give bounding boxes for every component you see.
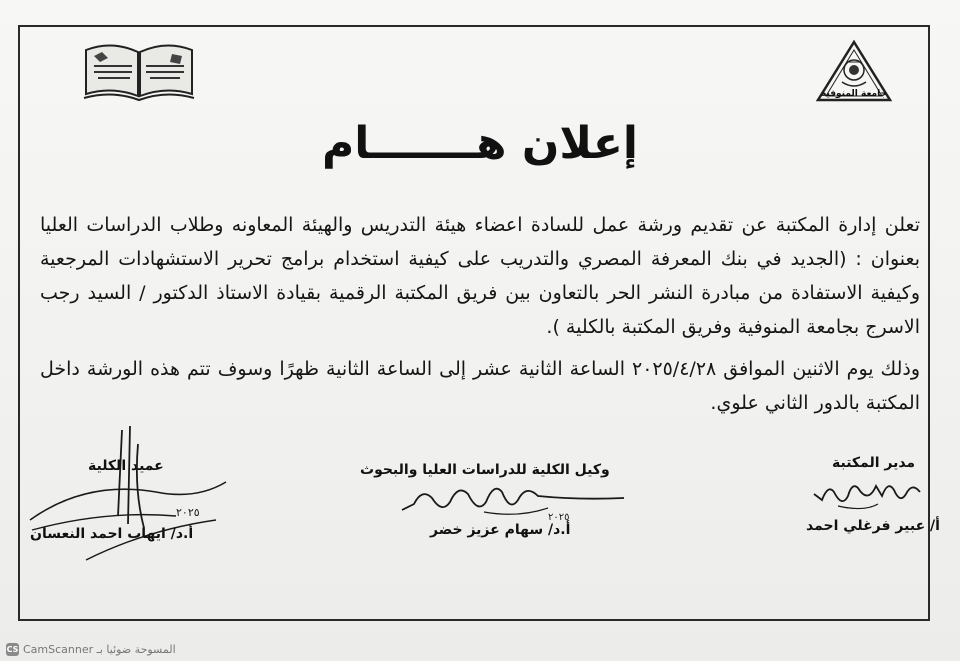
university-logo-label: جامعة المنوفية [821, 89, 887, 99]
camscanner-icon: CS [6, 644, 19, 654]
announcement-title: إعلان هـــــــام [322, 118, 638, 169]
vice-dean-title: وكيل الكلية للدراسات العليا والبحوث [360, 462, 610, 478]
dean-name: أ.د/ ايهاب احمد النعسان [30, 526, 194, 542]
svg-text:٢٠٢٥: ٢٠٢٥ [548, 512, 570, 522]
dean-title: عميد الكلية [88, 458, 164, 474]
university-logo [812, 38, 896, 110]
library-director-name: أ/ عبير فرغلي احمد [806, 518, 940, 534]
library-director-title: مدير المكتبة [832, 455, 916, 471]
menoufia-university-logo-icon [812, 38, 896, 110]
body-paragraph-1: تعلن إدارة المكتبة عن تقديم ورشة عمل للسادة اعضاء هيئة التدريس والهيئة المعاونه وطلاب الدراسات العليا بعنوان : (الجديد في بنك المعرفة المصري والتدريب على كيفية استخدام برامج تحرير الاستشهادات المرجعية وكيفية الاستفادة من مبادرة النشر الحر بالتعاون بين فريق المكتبة الرقمية بقيادة الاستاذ الدكتور / السيد رجب الاسرج بجامعة المنوفية وفريق المكتبة بالكلية ). [40, 214, 920, 338]
camscanner-text: CamScanner المسوحة ضوئيا بـ [23, 642, 176, 656]
body-paragraph-2: وذلك يوم الاثنين الموافق ٢٠٢٥/٤/٢٨ الساعة الثانية عشر إلى الساعة الثانية ظهرًا وسوف تتم هذه الورشة داخل المكتبة بالدور الثاني علوي. [40, 358, 920, 414]
open-book-faculty-logo-icon [80, 36, 198, 108]
camscanner-watermark [6, 640, 176, 658]
library-director-signature [808, 474, 928, 518]
vice-dean-signature [398, 478, 634, 522]
announcement-body [40, 208, 920, 420]
vice-dean-name: أ.د/ سهام عزيز خضر [430, 522, 571, 538]
svg-text:٢٠٢٥: ٢٠٢٥ [176, 506, 200, 519]
dean-signature [26, 420, 232, 570]
faculty-logo [80, 36, 198, 108]
